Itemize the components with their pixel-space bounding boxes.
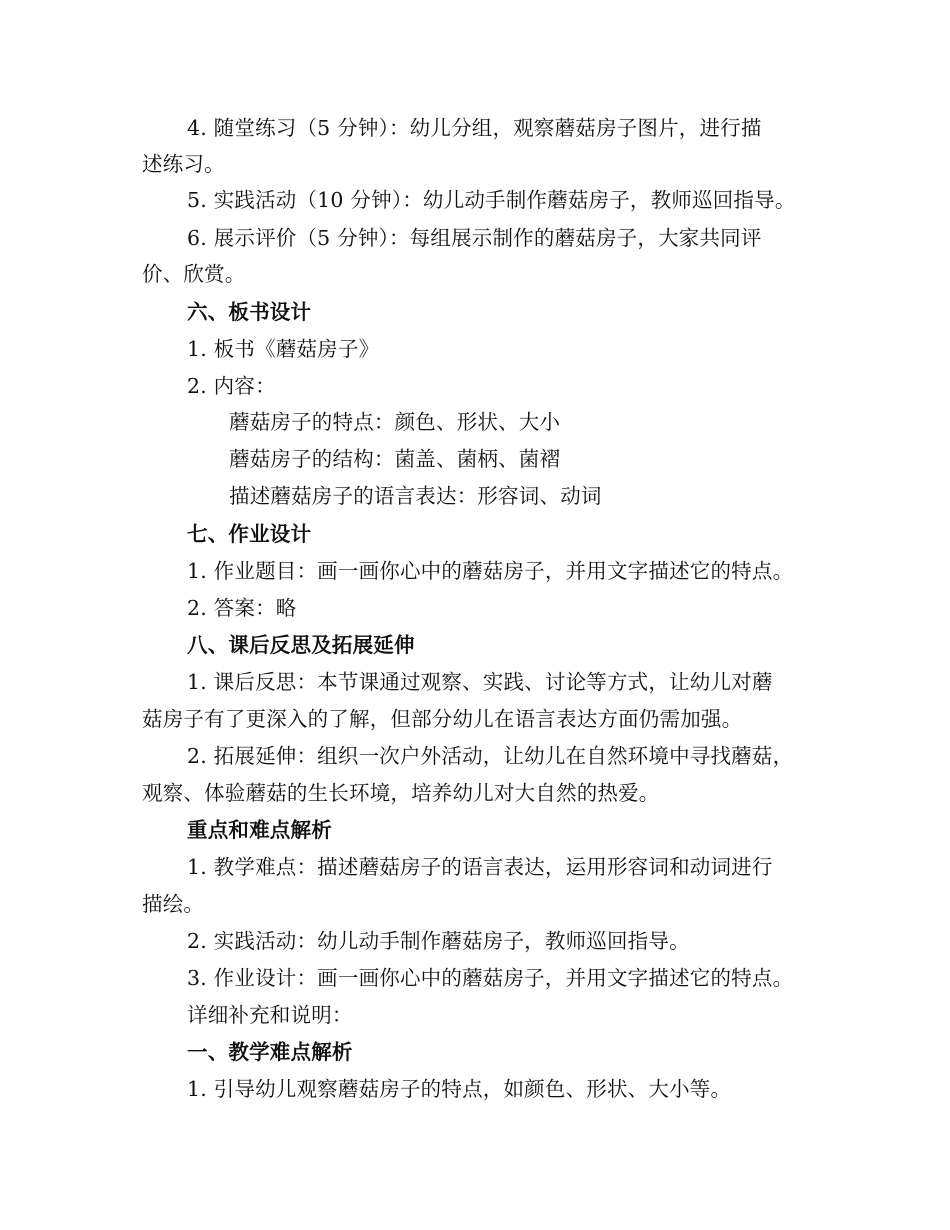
text-line: 蘑菇房子的特点：颜色、形状、大小 bbox=[229, 410, 561, 434]
text-line: 3. 作业设计：画一画你心中的蘑菇房子，并用文字描述它的特点。 bbox=[187, 966, 794, 990]
text-line: 描绘。 bbox=[142, 892, 205, 916]
text-line: 5. 实践活动（10 分钟）：幼儿动手制作蘑菇房子，教师巡回指导。 bbox=[187, 188, 796, 212]
text-line: 6. 展示评价（5 分钟）：每组展示制作的蘑菇房子，大家共同评 bbox=[187, 226, 762, 250]
text-line: 2. 拓展延伸：组织一次户外活动，让幼儿在自然环境中寻找蘑菇， bbox=[187, 744, 794, 768]
text-line: 4. 随堂练习（5 分钟）：幼儿分组，观察蘑菇房子图片，进行描 bbox=[187, 116, 762, 140]
section-heading: 重点和难点解析 bbox=[187, 818, 332, 842]
section-heading: 一、教学难点解析 bbox=[187, 1040, 353, 1064]
text-line: 述练习。 bbox=[142, 152, 225, 176]
text-line: 价、欣赏。 bbox=[142, 262, 246, 286]
text-line: 1. 课后反思：本节课通过观察、实践、讨论等方式，让幼儿对蘑 bbox=[187, 670, 773, 694]
section-heading: 七、作业设计 bbox=[187, 522, 312, 546]
text-line: 描述蘑菇房子的语言表达：形容词、动词 bbox=[229, 484, 602, 508]
section-heading: 六、板书设计 bbox=[187, 300, 312, 324]
text-line: 1. 教学难点：描述蘑菇房子的语言表达，运用形容词和动词进行 bbox=[187, 855, 773, 879]
section-heading: 八、课后反思及拓展延伸 bbox=[187, 633, 415, 657]
text-line: 1. 引导幼儿观察蘑菇房子的特点，如颜色、形状、大小等。 bbox=[187, 1077, 732, 1101]
text-line: 菇房子有了更深入的了解，但部分幼儿在语言表达方面仍需加强。 bbox=[142, 707, 743, 731]
text-line: 详细补充和说明： bbox=[187, 1003, 353, 1027]
text-line: 2. 实践活动：幼儿动手制作蘑菇房子，教师巡回指导。 bbox=[187, 929, 690, 953]
text-line: 2. 答案：略 bbox=[187, 596, 297, 620]
text-line: 蘑菇房子的结构：菌盖、菌柄、菌褶 bbox=[229, 447, 561, 471]
text-line: 2. 内容： bbox=[187, 374, 276, 398]
text-line: 观察、体验蘑菇的生长环境，培养幼儿对大自然的热爱。 bbox=[142, 781, 660, 805]
text-line: 1. 板书《蘑菇房子》 bbox=[187, 337, 380, 361]
text-line: 1. 作业题目：画一画你心中的蘑菇房子，并用文字描述它的特点。 bbox=[187, 559, 794, 583]
